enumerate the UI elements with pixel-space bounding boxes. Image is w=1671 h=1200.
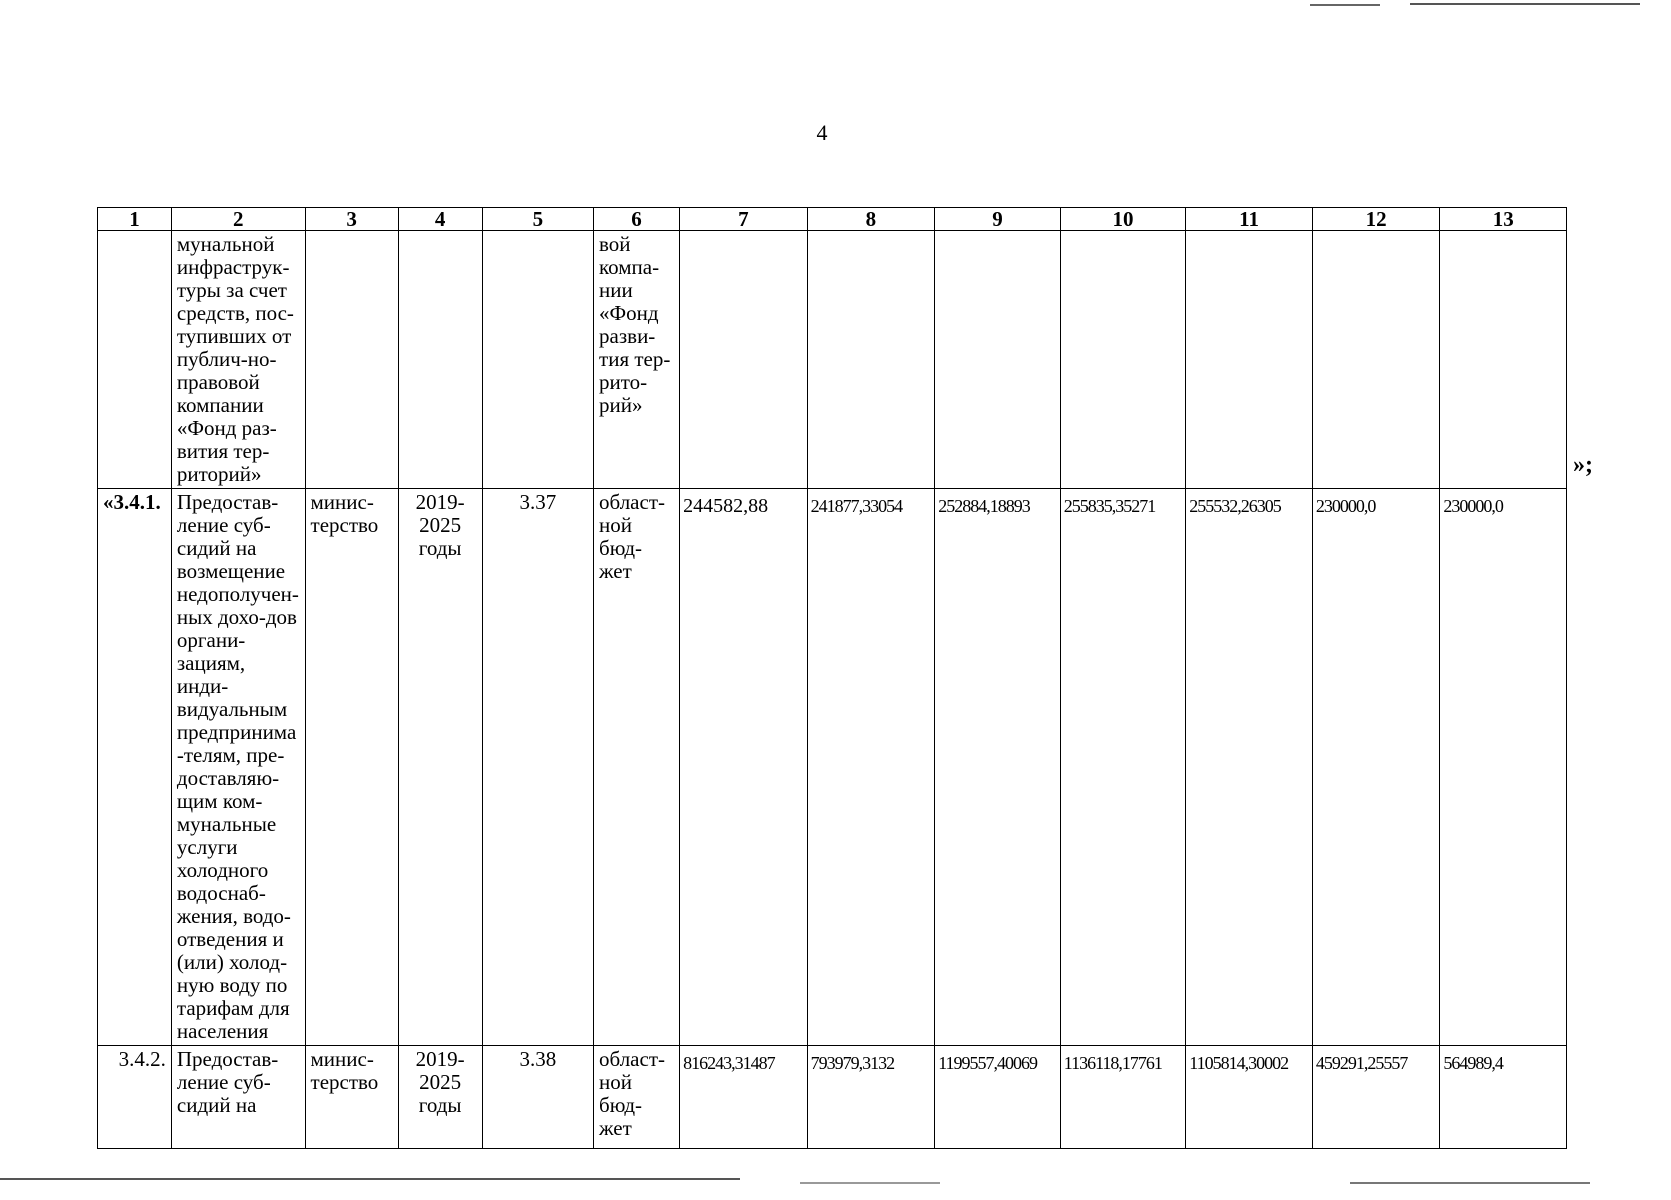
cell-value — [1060, 231, 1186, 489]
scan-artifact-line — [1410, 3, 1640, 5]
table-row-3-4-1 — [98, 489, 1567, 1046]
header-cell: 13 — [1440, 208, 1567, 231]
cell-indicator: 3.38 — [482, 1046, 593, 1149]
header-cell: 12 — [1312, 208, 1440, 231]
cell-indicator — [482, 231, 593, 489]
scan-artifact-line — [800, 1182, 940, 1184]
cell-period: 2019-2025 годы — [398, 1046, 482, 1149]
cell-source: област-ной бюд-жет — [594, 1046, 680, 1149]
header-cell: 2 — [171, 208, 305, 231]
closing-quote-mark: »; — [1573, 452, 1593, 478]
cell-indicator: 3.37 — [482, 489, 593, 1046]
table-header-row — [98, 208, 1567, 231]
cell-value — [807, 231, 935, 489]
cell-value: 255835,35271 — [1060, 489, 1186, 1046]
cell-value: 230000,0 — [1312, 489, 1440, 1046]
cell-value: 1105814,30002 — [1186, 1046, 1313, 1149]
scan-artifact-line — [1350, 1182, 1590, 1184]
header-cell: 4 — [398, 208, 482, 231]
cell-value: 1199557,40069 — [935, 1046, 1061, 1149]
cell-value: 564989,4 — [1440, 1046, 1567, 1149]
cell-number: 3.4.2. — [98, 1046, 172, 1149]
header-cell: 3 — [305, 208, 398, 231]
cell-number: «3.4.1. — [98, 489, 172, 1046]
cell-value: 252884,18893 — [935, 489, 1061, 1046]
header-cell: 6 — [594, 208, 680, 231]
cell-executor — [305, 231, 398, 489]
cell-description: Предостав-ление суб-сидий на возмещение недополучен-ных дохо-дов органи-зациям, инди-видуальным предпринима-телям, пре-доставляю-щим ком-мунальные услуги холодного водоснаб-жения, водо-отведения и (или) холод-ную воду по тарифам для населения — [171, 489, 305, 1046]
cell-executor: минис-терство — [305, 1046, 398, 1149]
cell-value — [680, 231, 808, 489]
cell-value: 459291,25557 — [1312, 1046, 1440, 1149]
page-number: 4 — [816, 120, 828, 145]
cell-value — [1186, 231, 1313, 489]
cell-executor: минис-терство — [305, 489, 398, 1046]
cell-source: вой компа-нии «Фонд разви-тия тер-рито-рий» — [594, 231, 680, 489]
cell-value: 816243,31487 — [680, 1046, 808, 1149]
header-cell: 7 — [680, 208, 808, 231]
cell-period: 2019-2025 годы — [398, 489, 482, 1046]
cell-value: 241877,33054 — [807, 489, 935, 1046]
header-cell: 5 — [482, 208, 593, 231]
scan-artifact-line — [0, 1178, 740, 1180]
cell-value: 793979,3132 — [807, 1046, 935, 1149]
table-row-continuation — [98, 231, 1567, 489]
cell-value — [935, 231, 1061, 489]
budget-table — [97, 207, 1567, 1149]
cell-value: 244582,88 — [680, 489, 808, 1046]
cell-value: 255532,26305 — [1186, 489, 1313, 1046]
header-cell: 10 — [1060, 208, 1186, 231]
cell-value — [1312, 231, 1440, 489]
header-cell: 8 — [807, 208, 935, 231]
cell-number — [98, 231, 172, 489]
scan-artifact-line — [1310, 4, 1380, 6]
cell-description: Предостав-ление суб-сидий на — [171, 1046, 305, 1149]
header-cell: 11 — [1186, 208, 1313, 231]
cell-period — [398, 231, 482, 489]
header-cell: 1 — [98, 208, 172, 231]
cell-description: мунальной инфраструк-туры за счет средств, пос-тупивших от публич-но-правовой компании «Фонд раз-вития тер-риторий» — [171, 231, 305, 489]
table-row-3-4-2 — [98, 1046, 1567, 1149]
cell-source: област-ной бюд-жет — [594, 489, 680, 1046]
cell-value — [1440, 231, 1567, 489]
header-cell: 9 — [935, 208, 1061, 231]
cell-value: 1136118,17761 — [1060, 1046, 1186, 1149]
cell-value: 230000,0 — [1440, 489, 1567, 1046]
